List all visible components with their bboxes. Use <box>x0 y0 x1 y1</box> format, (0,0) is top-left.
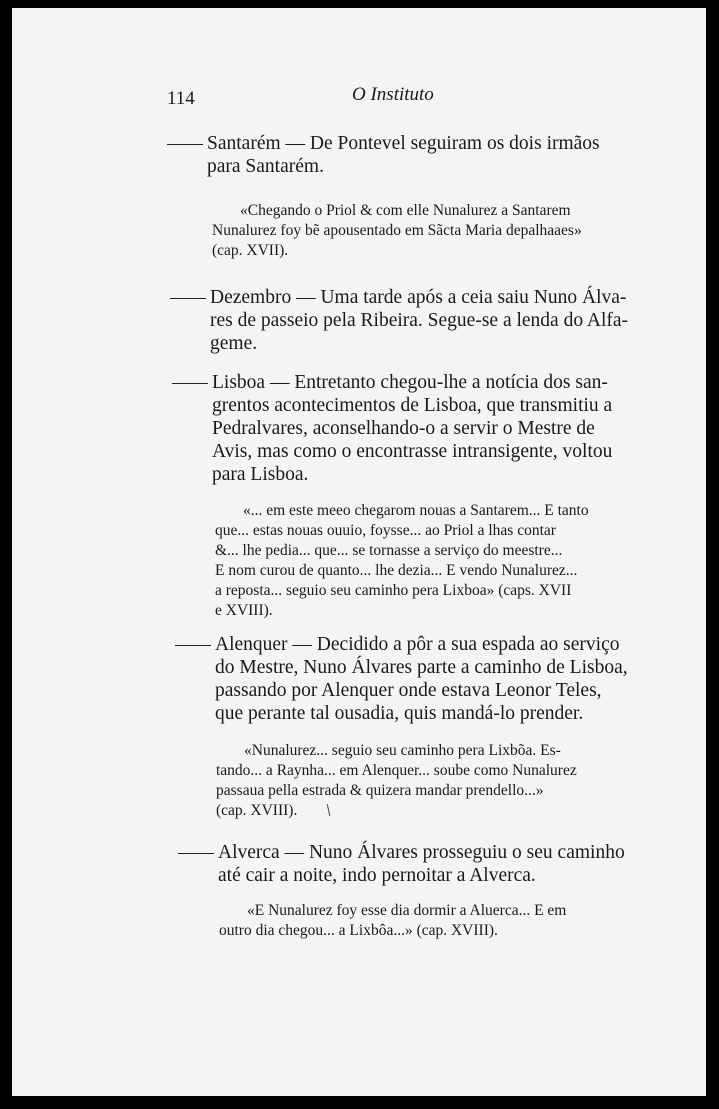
entry-line: Pedralvares, aconselhando-o a servir o Mestre de <box>212 418 595 439</box>
running-title: O Instituto <box>352 84 434 105</box>
quote-alverca <box>219 901 566 941</box>
quote-line: «... em este meeo chegarom nouas a Santarem... E tanto <box>243 502 589 519</box>
quote-line: «E Nunalurez foy esse dia dormir a Aluerca... E em <box>247 902 567 919</box>
entry-line: para Santarém. <box>207 156 324 177</box>
quote-line: &... lhe pedia... que... se tornasse a serviço do meestre... <box>215 542 563 559</box>
entry-line: que perante tal ousadia, quis mandá-lo prender. <box>215 703 584 724</box>
quote-line: que... estas nouas ouuio, foysse... ao Priol a lhas contar <box>215 522 556 539</box>
em-dash-rule <box>178 853 214 854</box>
entry-lisboa <box>172 371 612 486</box>
quote-line: tando... a Raynha... em Alenquer... soube como Nunalurez <box>216 762 577 779</box>
quote-line: a reposta... seguio seu caminho pera Lixboa» (caps. XVII <box>215 582 572 599</box>
quote-line: Nunalurez foy bẽ apousentado em Sãcta Maria depalhaaes» <box>212 222 582 239</box>
quote-alenquer <box>216 741 577 821</box>
quote-line: outro dia chegou... a Lixbôa...» (cap. XVIII). <box>219 922 498 939</box>
em-dash-rule <box>167 144 203 145</box>
entry-line: geme. <box>210 333 258 354</box>
entry-line: Lisboa — Entretanto chegou-lhe a notícia dos san- <box>172 371 612 394</box>
entry-line: passando por Alenquer onde estava Leonor Teles, <box>215 680 602 701</box>
quote-line: E nom curou de quanto... lhe dezia... E vendo Nunalurez... <box>215 562 578 579</box>
entry-line: para Lisboa. <box>212 464 309 485</box>
quote-line: e XVIII). <box>215 602 273 619</box>
entry-alenquer <box>175 633 628 725</box>
entry-santarem <box>167 132 600 178</box>
quote-line: passaua pella estrada & quizera mandar prendello...» <box>216 782 544 799</box>
entry-alverca <box>178 841 625 887</box>
entry-line: Alverca — Nuno Álvares prosseguiu o seu caminho <box>178 841 625 864</box>
quote-line: (cap. XVIII). <box>216 802 298 819</box>
page-header <box>167 84 467 118</box>
entry-dezembro <box>170 286 628 355</box>
quote-line: (cap. XVII). <box>212 242 289 259</box>
entry-line: Alenquer — Decidido a pôr a sua espada ao serviço <box>175 633 628 656</box>
page-number: 114 <box>167 88 195 109</box>
em-dash-rule <box>172 383 208 384</box>
quote-lisboa <box>215 501 589 621</box>
entry-line: res de passeio pela Ribeira. Segue-se a lenda do Alfa- <box>210 310 629 331</box>
quote-line: «Chegando o Priol & com elle Nunalurez a Santarem <box>240 202 571 219</box>
entry-line: até cair a noite, indo pernoitar a Alverca. <box>218 865 536 886</box>
entry-line: Santarém — De Pontevel seguiram os dois irmãos <box>167 132 600 155</box>
em-dash-rule <box>170 298 206 299</box>
document-page <box>12 8 706 1096</box>
entry-line: Avis, mas como o encontrasse intransigente, voltou <box>212 441 613 462</box>
entry-line: grentos acontecimentos de Lisboa, que transmitiu a <box>212 395 613 416</box>
em-dash-rule <box>175 645 211 646</box>
quote-line: «Nunalurez... seguio seu caminho pera Lixbõa. Es- <box>244 742 561 759</box>
quote-santarem <box>212 201 582 261</box>
entry-line: Dezembro — Uma tarde após a ceia saiu Nuno Álva- <box>170 286 628 309</box>
entry-line: do Mestre, Nuno Álvares parte a caminho de Lisboa, <box>215 657 628 678</box>
